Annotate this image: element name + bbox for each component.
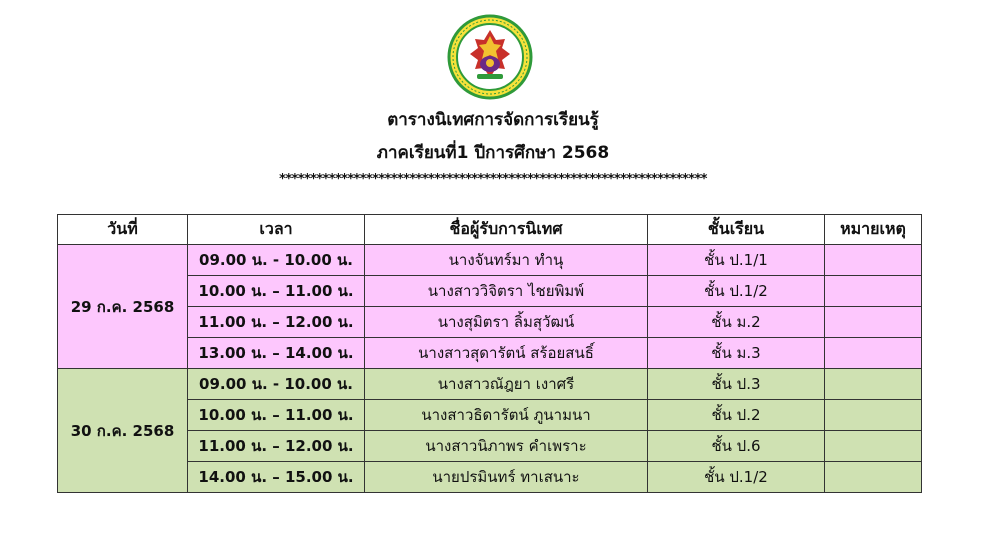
supervision-schedule-table bbox=[57, 214, 922, 493]
note-cell bbox=[825, 307, 922, 338]
table-row bbox=[58, 431, 922, 462]
table-row bbox=[58, 276, 922, 307]
date-cell: 29 ก.ค. 2568 bbox=[58, 245, 188, 369]
column-header-note: หมายเหตุ bbox=[825, 215, 922, 245]
table-row bbox=[58, 462, 922, 493]
note-cell bbox=[825, 462, 922, 493]
table-row bbox=[58, 369, 922, 400]
note-cell bbox=[825, 245, 922, 276]
column-header-time: เวลา bbox=[188, 215, 365, 245]
time-cell: 11.00 น. – 12.00 น. bbox=[188, 431, 365, 462]
school-emblem-graphic bbox=[447, 14, 533, 100]
document-title: ตารางนิเทศการจัดการเรียนรู้ bbox=[387, 110, 599, 130]
name-cell: นางสาวณัฎยา เงาศรี bbox=[365, 369, 648, 400]
note-cell bbox=[825, 400, 922, 431]
note-cell bbox=[825, 338, 922, 369]
table-header-row bbox=[58, 215, 922, 245]
column-header-name: ชื่อผู้รับการนิเทศ bbox=[365, 215, 648, 245]
table-row bbox=[58, 400, 922, 431]
school-emblem-icon bbox=[447, 14, 533, 100]
name-cell: นายปรมินทร์ ทาเสนาะ bbox=[365, 462, 648, 493]
column-header-date: วันที่ bbox=[58, 215, 188, 245]
note-cell bbox=[825, 369, 922, 400]
table-row bbox=[58, 307, 922, 338]
date-cell: 30 ก.ค. 2568 bbox=[58, 369, 188, 493]
time-cell: 09.00 น. - 10.00 น. bbox=[188, 245, 365, 276]
name-cell: นางจันทร์มา ทำนุ bbox=[365, 245, 648, 276]
table-row bbox=[58, 338, 922, 369]
class-cell: ชั้น ป.3 bbox=[648, 369, 825, 400]
time-cell: 11.00 น. – 12.00 น. bbox=[188, 307, 365, 338]
class-cell: ชั้น ป.2 bbox=[648, 400, 825, 431]
class-cell: ชั้น ม.3 bbox=[648, 338, 825, 369]
class-cell: ชั้น ป.1/2 bbox=[648, 276, 825, 307]
document-subtitle: ภาคเรียนที่1 ปีการศึกษา 2568 bbox=[376, 143, 610, 163]
table-body bbox=[58, 245, 922, 493]
column-header-class: ชั้นเรียน bbox=[648, 215, 825, 245]
class-cell: ชั้น ป.1/2 bbox=[648, 462, 825, 493]
asterisk-divider: ********************************************************************* bbox=[279, 172, 707, 187]
note-cell bbox=[825, 431, 922, 462]
name-cell: นางสาววิจิตรา ไชยพิมพ์ bbox=[365, 276, 648, 307]
class-cell: ชั้น ม.2 bbox=[648, 307, 825, 338]
time-cell: 10.00 น. – 11.00 น. bbox=[188, 276, 365, 307]
time-cell: 13.00 น. – 14.00 น. bbox=[188, 338, 365, 369]
time-cell: 14.00 น. – 15.00 น. bbox=[188, 462, 365, 493]
name-cell: นางสาวสุดารัตน์ สร้อยสนธิ์ bbox=[365, 338, 648, 369]
time-cell: 09.00 น. - 10.00 น. bbox=[188, 369, 365, 400]
note-cell bbox=[825, 276, 922, 307]
time-cell: 10.00 น. – 11.00 น. bbox=[188, 400, 365, 431]
name-cell: นางสาวนิภาพร คำเพราะ bbox=[365, 431, 648, 462]
class-cell: ชั้น ป.6 bbox=[648, 431, 825, 462]
name-cell: นางสาวธิดารัตน์ ภูนามนา bbox=[365, 400, 648, 431]
class-cell: ชั้น ป.1/1 bbox=[648, 245, 825, 276]
table-row bbox=[58, 245, 922, 276]
name-cell: นางสุมิตรา ลิ้มสุวัฒน์ bbox=[365, 307, 648, 338]
